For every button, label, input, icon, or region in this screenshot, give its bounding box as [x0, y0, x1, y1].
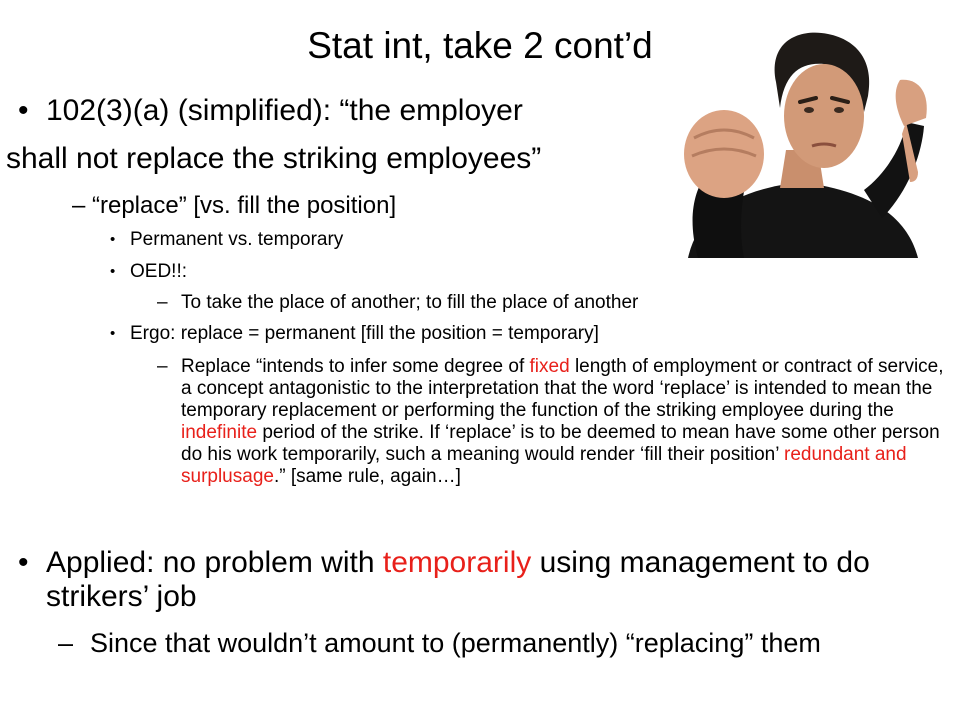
bullet-statute [18, 94, 523, 128]
item-permanent-text: Permanent vs. temporary [130, 229, 344, 250]
bullet-glyph: • [110, 263, 116, 280]
applied-part: using management to do strikers’ job [46, 546, 870, 613]
bullet-applied-text [18, 546, 918, 614]
quote-highlight-fixed: fixed [529, 356, 570, 377]
item-ergo-text: Ergo: replace = permanent [fill the position = temporary] [130, 323, 599, 344]
dash-glyph: – [58, 628, 74, 658]
sub-since-text: Since that wouldn’t amount to (permanently) “replacing” them [90, 628, 821, 658]
quote-part: period of the strike. If ‘replace’ is to be deemed to mean have some other person do his work temporarily, such a meaning would render ‘fill their position’ [181, 422, 940, 465]
slide-title: Stat int, take 2 cont’d [307, 25, 653, 66]
bullet-applied [18, 546, 918, 614]
applied-part: Applied: no problem with [46, 546, 383, 579]
sub-replace-text: “replace” [vs. fill the position] [92, 192, 397, 219]
applied-highlight-temporarily: temporarily [382, 546, 532, 579]
quote-highlight-indefinite: indefinite [181, 422, 258, 443]
dash-glyph: – [72, 192, 86, 219]
oed-definition [157, 292, 947, 314]
bullet-statute-line2: shall not replace the striking employees” [6, 142, 542, 175]
quote-part: length of employment or contract of service, a concept antagonistic to the interpretation that the word ‘replace’ is intended to mean the temporary replacement or performing the function of the striking employee during the [181, 356, 944, 421]
item-oed-text: OED!!: [130, 261, 188, 282]
sub-since [58, 628, 918, 659]
item-ergo [110, 322, 599, 346]
quote-highlight-redundant: redundant and surplusage [181, 444, 907, 487]
oed-definition-text: To take the place of another; to fill the place of another [181, 292, 639, 313]
item-permanent [110, 228, 343, 252]
bullet-glyph: • [18, 94, 29, 127]
bullet-glyph: • [110, 325, 116, 342]
bullet-statute-continuation [6, 142, 541, 176]
item-oed [110, 260, 187, 284]
bullet-glyph: • [18, 546, 29, 579]
dash-glyph: – [157, 292, 168, 313]
dash-glyph: – [157, 356, 168, 377]
quote-part: .” [same rule, again…] [273, 466, 461, 487]
thumbs-down-photo [668, 22, 932, 258]
quote-block [157, 356, 947, 488]
sub-replace [72, 192, 396, 220]
bullet-glyph: • [110, 231, 116, 248]
quote-text [157, 356, 947, 488]
bullet-statute-line1: 102(3)(a) (simplified): “the employer [46, 94, 523, 127]
quote-part: Replace “intends to infer some degree of [181, 356, 530, 377]
